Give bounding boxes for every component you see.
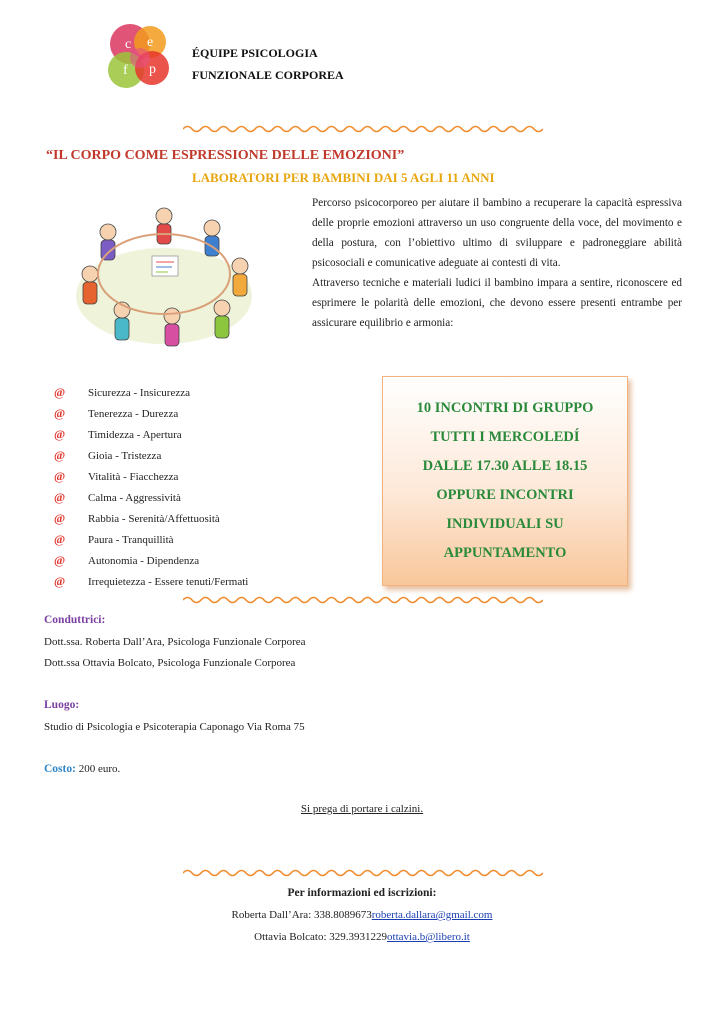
contact-roberta-text: Roberta Dall’Ara: 338.8089673 <box>231 909 372 921</box>
at-bullet-icon: @ <box>54 469 66 483</box>
at-bullet-icon: @ <box>54 511 66 525</box>
schedule-line: DALLE 17.30 ALLE 18.15 <box>422 458 588 474</box>
wavy-separator-top <box>183 124 543 134</box>
at-bullet-icon: @ <box>54 532 66 546</box>
conduttrice-2: Dott.ssa Ottavia Bolcato, Psicologa Funzionale Corporea <box>44 657 296 669</box>
emotion-polarities-list <box>54 382 248 592</box>
costo-label: Costo: <box>44 763 76 775</box>
luogo-value: Studio di Psicologia e Psicoterapia Caponago Via Roma 75 <box>44 721 305 733</box>
logo-letter-p: p <box>149 62 156 77</box>
schedule-line: OPPURE INCONTRI <box>436 487 574 503</box>
costo-line <box>44 763 120 775</box>
schedule-line: TUTTI I MERCOLEDÍ <box>430 429 580 445</box>
contacts-heading: Per informazioni ed iscrizioni: <box>287 887 437 899</box>
list-item: @ Paura - Tranquillità <box>54 532 174 546</box>
wavy-separator-middle <box>183 595 543 605</box>
at-bullet-icon: @ <box>54 427 66 441</box>
at-bullet-icon: @ <box>54 406 66 420</box>
logo-letter-f: f <box>123 63 128 78</box>
at-bullet-icon: @ <box>54 490 66 504</box>
list-item: @ Irrequietezza - Essere tenuti/Fermati <box>54 574 249 588</box>
contact-ottavia <box>0 931 724 943</box>
schedule-line: 10 INCONTRI DI GRUPPO <box>416 400 594 416</box>
email-link-ottavia[interactable]: ottavia.b@libero.it <box>387 931 470 943</box>
schedule-box <box>382 376 628 586</box>
list-item: @ Sicurezza - Insicurezza <box>54 385 190 399</box>
org-line-1: ÉQUIPE PSICOLOGIA <box>192 46 318 60</box>
list-item: @ Timidezza - Apertura <box>54 427 182 441</box>
list-item: @ Rabbia - Serenità/Affettuosità <box>54 511 220 525</box>
at-bullet-icon: @ <box>54 385 66 399</box>
list-item: @ Autonomia - Dipendenza <box>54 553 200 567</box>
org-line-2: FUNZIONALE CORPOREA <box>192 68 344 82</box>
logo-letter-e: e <box>147 35 154 50</box>
calzini-note: Si prega di portare i calzini. <box>300 803 424 815</box>
logo-letter-c: c <box>125 37 132 52</box>
email-link-roberta[interactable]: roberta.dallara@gmail.com <box>371 909 493 921</box>
intro-text <box>312 193 682 333</box>
list-item: @ Tenerezza - Durezza <box>54 406 179 420</box>
at-bullet-icon: @ <box>54 448 66 462</box>
wavy-separator-bottom <box>183 868 543 878</box>
conduttrice-1: Dott.ssa. Roberta Dall’Ara, Psicologa Funzionale Corporea <box>44 636 306 648</box>
schedule-line: APPUNTAMENTO <box>443 545 567 561</box>
intro-paragraph-2: Attraverso tecniche e materiali ludici il bambino impara a sentire, riconoscere ed esprimere le polarità delle emozioni, che devono essere presenti entrambe per assicurare equilibrio e armonia: <box>312 277 682 329</box>
cefp-logo <box>100 18 178 96</box>
subtitle: LABORATORI PER BAMBINI DAI 5 AGLI 11 ANNI <box>192 170 495 185</box>
list-item: @ Calma - Aggressività <box>54 490 181 504</box>
contact-ottavia-text: Ottavia Bolcato: 329.3931229 <box>254 931 388 943</box>
schedule-line: INDIVIDUALI SU <box>446 516 564 532</box>
at-bullet-icon: @ <box>54 574 66 588</box>
list-item: @ Gioia - Tristezza <box>54 448 162 462</box>
children-circle-illustration <box>64 196 264 354</box>
conduttrici-label: Conduttrici: <box>44 614 106 626</box>
at-bullet-icon: @ <box>54 553 66 567</box>
main-title: “IL CORPO COME ESPRESSIONE DELLE EMOZIONI” <box>46 148 405 163</box>
contact-roberta <box>0 909 724 921</box>
intro-paragraph-1: Percorso psicocorporeo per aiutare il bambino a recuperare la capacità espressiva delle proprie emozioni attraverso un uso congruente della voce, del movimento e della postura, con l’obiettivo ultimo di sviluppare e padroneggiare abilità psicosociali e comunicative adeguate ai contesti di vita. <box>312 197 682 269</box>
costo-value: 200 euro. <box>75 763 121 775</box>
list-item: @ Vitalità - Fiacchezza <box>54 469 179 483</box>
luogo-label: Luogo: <box>44 699 80 711</box>
organization-name <box>192 42 344 86</box>
